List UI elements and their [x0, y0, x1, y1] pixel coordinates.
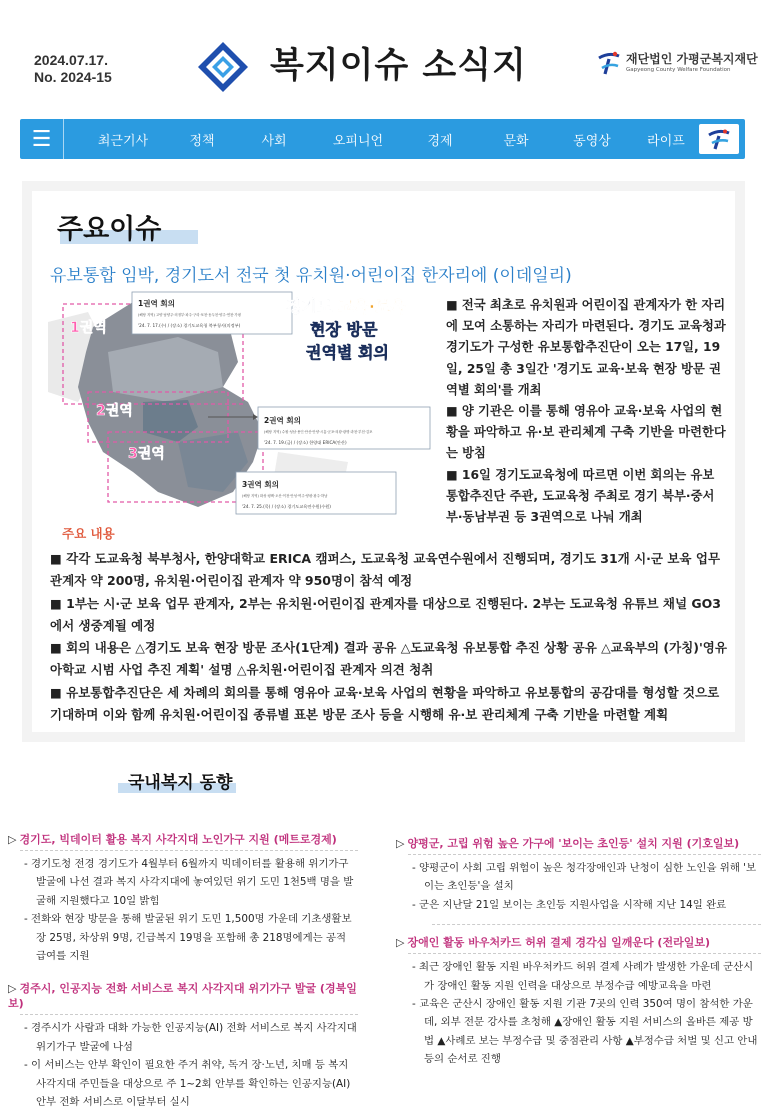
detail-paragraph: ■ 유보통합추진단은 세 차례의 회의를 통해 영유아 교육·보육 사업의 현황을 파악하고 유보통합의 공감대를 형성할 것으로 기대하며 이와 함께 유치원·어린이집 종류별 표본 방문 조사 등을 시행해 유·보 관리체계 구축 기반을 마련할 계획	[50, 684, 720, 723]
trends-right-column	[396, 836, 761, 1069]
foundation-name: 재단법인 가평군복지재단	[626, 52, 758, 66]
issue-number: No. 2024-15	[34, 69, 112, 85]
newsletter-title: 복지이슈 소식지	[270, 46, 527, 86]
news-item	[396, 836, 761, 914]
play-arrow-icon: ▷	[8, 833, 17, 846]
region-1-meeting-title: 1권역 회의	[138, 299, 175, 308]
region-3-date: '24. 7. 25.(목) / (장소) 경기도교육연수원(수원)	[242, 504, 331, 509]
nav-item-economy[interactable]: 경제	[427, 133, 453, 149]
news-bullet: - 양평군이 사회 고립 위험이 높은 청각장애인과 난청이 심한 노인을 위해 '보이는 초인등'을 설치	[412, 862, 757, 893]
divider	[20, 850, 358, 851]
detail-paragraph: ■ 각각 도교육청 북부청사, 한양대학교 ERICA 캠퍼스, 도교육청 교육연수원에서 진행되며, 경기도 31개 시·군 보육 업무 관계자 약 200명, 유치원·어린이집 관계자 약 950명이 참석 예정	[50, 551, 721, 589]
region-1-label: 1권역	[70, 320, 107, 336]
news-item-title[interactable]: ▷ 양평군, 고립 위험 높은 가구에 '보이는 초인등' 설치 지원 (기호일보)	[396, 837, 740, 850]
section-title-domestic-trends: 국내복지 동향	[128, 773, 233, 793]
play-arrow-icon: ▷	[396, 936, 405, 950]
region-2-date: '24. 7. 19.(금) / (장소) 한양대 ERICA(안산)	[264, 440, 347, 445]
nav-home-logo[interactable]	[699, 124, 739, 154]
detail-paragraph: ■ 회의 내용은 △경기도 보육 현장 방문 조사(1단계) 결과 공유 △도교육청 유보통합 추진 상황 공유 △교육부의 (가칭)'영유아학교 시범 사업 추진 계획' 설명 △유치원·어린이집 관계자 의견 청취	[50, 640, 727, 678]
nav-item-policy[interactable]: 정책	[189, 133, 215, 149]
play-arrow-icon: ▷	[8, 982, 17, 996]
lead-paragraph: ■ 양 기관은 이를 통해 영유아 교육·보육 사업의 현황을 파악하고 유·보 관리체계 구축 기반을 마련한다는 방침	[446, 404, 726, 461]
issue-date: 2024.07.17.	[34, 52, 108, 68]
region-3-label: 3권역	[128, 446, 165, 462]
news-item	[8, 981, 358, 1111]
news-bullet: - 경주시가 사람과 대화 가능한 인공지능(AI) 전화 서비스로 복지 사각지대 위기가구 발굴에 나섬	[24, 1022, 357, 1053]
foundation-logo	[596, 50, 758, 76]
issue-details	[50, 548, 730, 726]
news-item	[396, 935, 761, 1068]
nav-item-video[interactable]: 동영상	[573, 133, 611, 149]
banner-line3: 권역별 회의	[306, 343, 389, 362]
region-3-scope: (해당 지역) 화성·평택·오산·이천·안성·여주·양평·광주·하남	[242, 494, 328, 498]
banner-line1: 경기도 교육·보육	[286, 297, 406, 316]
news-item	[8, 832, 358, 965]
region-3-meeting-title: 3권역 회의	[242, 480, 279, 489]
foundation-emblem-icon	[596, 50, 622, 76]
trends-left-column	[8, 832, 358, 1111]
news-bullet: - 교육은 군산시 장애인 활동 지원 기관 7곳의 인력 350여 명이 참석한 가운데, 외부 전문 강사를 초청해 ▲장애인 활동 지원 서비스의 올바른 제공 방법 ▲사례로 보는 부정수급 및 중점관리 사항 ▲부정수급 처벌 및 신고 안내 등의 순서로 진행	[412, 998, 758, 1066]
news-bullet: - 이 서비스는 안부 확인이 필요한 주거 취약, 독거 장·노년, 치매 등 복지사각지대 주민들을 대상으로 주 1~2회 안부를 확인하는 인공지능(AI) 안부 전화 서비스로 이달부터 실시	[24, 1059, 351, 1109]
detail-paragraph: ■ 1부는 시·군 보육 업무 관계자, 2부는 유치원·어린이집 관계자를 대상으로 진행된다. 2부는 도교육청 유튜브 채널 GO3에서 생중계될 예정	[50, 595, 721, 633]
region-1-date: '24. 7. 17.(수) / (장소) 경기도교육청 북부청사(의정부)	[138, 323, 241, 328]
news-bullet: - 최근 장애인 활동 지원 바우처카드 허위 결제 사례가 발생한 가운데 군산시가 장애인 활동 지원 인력을 대상으로 부정수급 예방교육을 마련	[412, 961, 754, 992]
nav-item-life[interactable]: 라이프	[647, 133, 685, 149]
play-arrow-icon: ▷	[396, 837, 405, 850]
news-bullet: - 전화와 현장 방문을 통해 발굴된 위기 도민 1,500명 가운데 기초생활보장 25명, 차상위 9명, 긴급복지 19명을 포함해 총 218명에게는 공적 급여를 지원	[24, 913, 352, 963]
nav-item-culture[interactable]: 문화	[503, 133, 529, 149]
divider	[432, 924, 761, 925]
issue-lead	[446, 295, 726, 528]
issue-meta	[34, 52, 112, 86]
foundation-name-en: Gapyeong County Welfare Foundation	[626, 67, 731, 73]
nav-item-opinion[interactable]: 오피니언	[332, 133, 384, 149]
key-content-label: 주요 내용	[62, 526, 115, 541]
region-2-label: 2권역	[96, 403, 133, 419]
region-2-scope: (해당 지역) 수원·성남·용인·안산·안양·시흥·군포·의왕·광명·과천·부천·김포	[264, 430, 373, 434]
main-nav	[20, 119, 745, 159]
news-item-title[interactable]: ▷ 장애인 활동 바우처카드 허위 결제 경각심 일깨운다 (전라일보)	[396, 936, 710, 950]
issue-headline[interactable]: 유보통합 임박, 경기도서 전국 첫 유치원·어린이집 한자리에 (이데일리)	[50, 266, 572, 286]
nav-item-recent[interactable]: 최근기사	[97, 133, 149, 149]
banner-line2: 현장 방문	[310, 320, 378, 339]
lead-paragraph: ■ 16일 경기도교육청에 따르면 이번 회의는 유보통합추진단 주관, 도교육청 주최로 경기 북부·중서부·동남부권 등 3권역으로 나눠 개최	[446, 467, 715, 525]
lead-paragraph: ■ 전국 최초로 유치원과 어린이집 관계자가 한 자리에 모여 소통하는 자리가 마련된다. 경기도 교육청과 경기도가 구성한 유보통합추진단이 오는 17일, 19일, 25일 총 3일간 '경기도 교육·보육 현장 방문 권역별 회의'를 개최	[446, 298, 726, 397]
news-item-title[interactable]: ▷ 경주시, 인공지능 전화 서비스로 복지 사각지대 위기가구 발굴 (경북일보)	[8, 982, 357, 1011]
diamond-logo-icon	[196, 40, 250, 94]
news-bullet: - 경기도청 전경 경기도가 4월부터 6월까지 빅데이터를 활용해 위기가구 발굴에 나선 결과 복지 사각지대에 놓여있던 위기 도민 1천5백 명을 발굴해 지원했다고 10일 밝힘	[24, 858, 354, 907]
news-item-title[interactable]: ▷ 경기도, 빅데이터 활용 복지 사각지대 노인가구 지원 (메트로경제)	[8, 833, 337, 846]
news-bullet: - 군은 지난달 21일 보이는 초인등 지원사업을 시작해 지난 14일 완료	[412, 898, 727, 911]
section-title-main-issue: 주요이슈	[57, 214, 162, 245]
newsletter-header	[0, 0, 765, 110]
region-map-infographic	[48, 292, 436, 516]
divider	[408, 953, 761, 954]
region-2-meeting-title: 2권역 회의	[264, 416, 301, 425]
nav-item-society[interactable]: 사회	[261, 133, 287, 149]
divider	[408, 854, 761, 855]
region-1-scope: (해당 지역) 고양·남양주·의정부·파주·구리·포천·동두천·양주·연천·가평	[138, 313, 241, 317]
hamburger-icon[interactable]: ☰	[20, 119, 64, 159]
divider	[20, 1014, 358, 1015]
foundation-emblem-icon	[706, 128, 732, 150]
